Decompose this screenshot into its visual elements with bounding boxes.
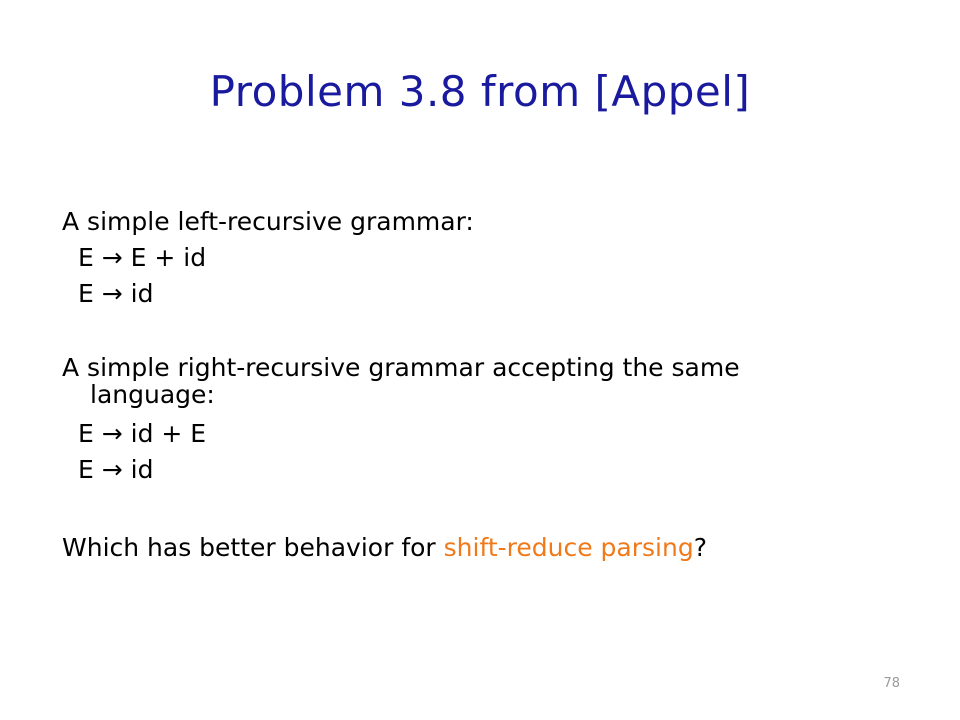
right-grammar-rule-1: E → id + E (78, 419, 207, 448)
left-grammar-intro: A simple left-recursive grammar: (62, 207, 474, 236)
right-grammar-intro-line-1: A simple right-recursive grammar accepting the same (62, 353, 740, 382)
slide-title: Problem 3.8 from [Appel] (209, 67, 751, 116)
right-grammar-rule-2: E → id (78, 455, 154, 484)
paragraph-spacer (62, 488, 902, 530)
question-suffix: ? (693, 533, 707, 562)
right-grammar-intro-line-2: language: (90, 380, 215, 409)
paragraph-spacer (62, 312, 902, 354)
question-prefix: Which has better behavior for (62, 533, 444, 562)
question-highlight: shift-reduce parsing (443, 533, 694, 562)
left-grammar-rule-1: E → E + id (78, 243, 207, 272)
question-line (62, 530, 902, 566)
slide-content (62, 204, 902, 566)
page-number: 78 (883, 676, 900, 691)
left-grammar-rule-2: E → id (78, 279, 154, 308)
